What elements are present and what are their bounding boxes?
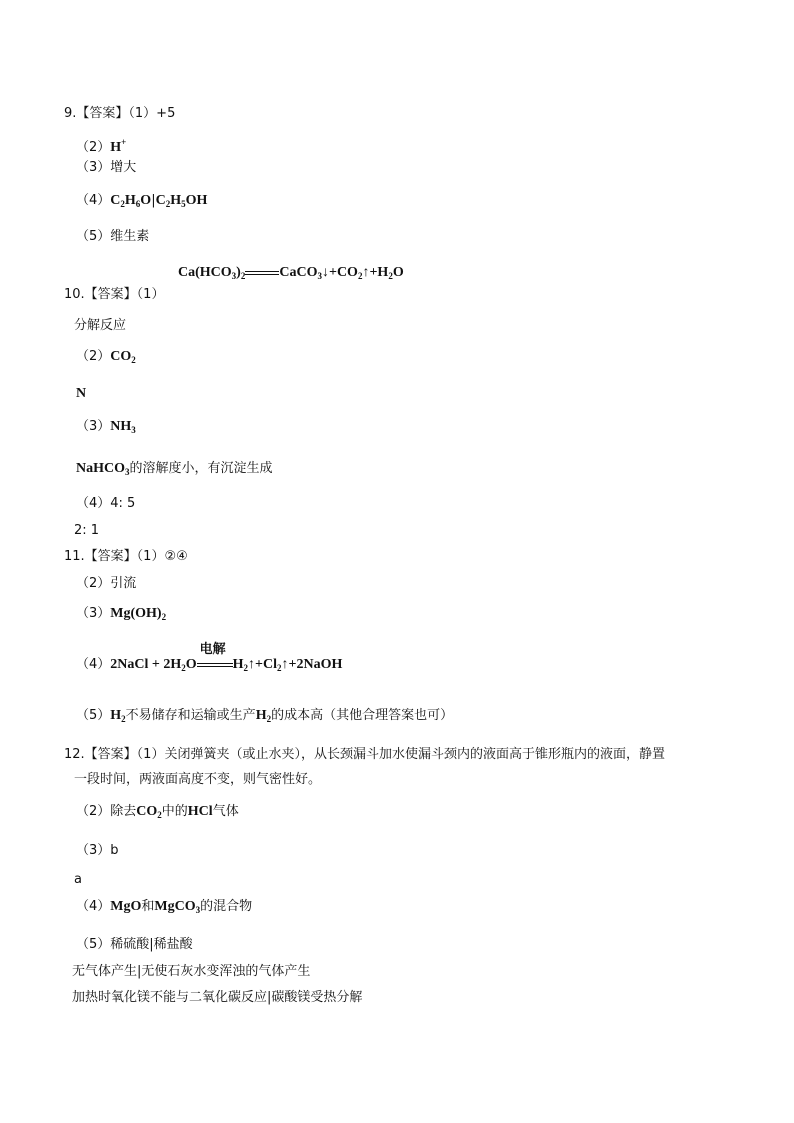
hydrogen-chloride-formula: HCl [187,804,213,819]
ethanol-molecular-formula: $C_2H_6O$ [110,193,152,209]
q12-part2-mid: 中的 [161,804,188,819]
q10-part2 [76,348,136,369]
q9-part2-label: （2） [76,140,111,155]
q11-part3-label: （3） [76,606,111,621]
magnesium-carbonate-formula: MgCO$_3$ [154,899,201,915]
ethanol-structural-formula: $C_2H_5OH$ [155,193,208,209]
q11-part5-text2: 的成本高（其他合理答案也可） [271,708,454,723]
q12-continuation: 一段时间，两液面高度不变，则气密性好。 [74,772,322,787]
q9-part4-label: （4） [76,193,111,208]
calcium-bicarbonate-equation: $Ca(HCO_3)_2$ $CaCO_3↓+CO_2↑+H_2O$ [178,265,404,282]
magnesium-oxide-formula: MgO [110,899,142,914]
q11-part5 [76,707,453,728]
q12-part4-label: （4） [76,899,111,914]
q12-part3: （3）b [76,843,119,858]
q9-part4-separator: | [151,193,156,208]
q11-part4-label: （4） [76,657,111,673]
q10-nitrogen: N [76,386,87,401]
q11-part5-label: （5） [76,708,111,723]
q9-part3: （3）增大 [76,160,137,175]
q12-part4-end: 的混合物 [200,899,253,914]
hydrogen-formula-2: $H_2$ [255,708,272,724]
q10-nahco3-line [76,460,273,481]
q11-part2: （2）引流 [76,576,137,591]
q12-part5: （5）稀硫酸|稀盐酸 [76,937,193,952]
q11-header: 11.【答案】（1）②④ [64,549,188,564]
q9-part4 [76,192,207,213]
q10-answer1: 分解反应 [74,318,127,333]
q12-line7: 加热时氧化镁不能与二氧化碳反应|碳酸镁受热分解 [72,990,363,1005]
q11-part5-text1: 不易储存和运输或生产 [125,708,256,723]
equation-equals-sign [245,264,279,282]
q12-part2-end: 气体 [212,804,239,819]
electrolysis-condition [197,641,233,674]
q10-header: 10.【答案】（1） [64,287,165,302]
hydrogen-formula: $H_2$ [110,708,126,724]
q10-part3-label: （3） [76,419,111,434]
q10-part3 [76,418,136,439]
q10-part2-label: （2） [76,349,111,364]
ammonia-formula: $NH_3$ [110,419,136,435]
hydrogen-ion-formula: H+ [110,137,127,155]
q12-line6: 无气体产生|无使石灰水变浑浊的气体产生 [72,964,311,979]
q12-part4-mid: 和 [141,899,155,914]
q11-part4-electrolysis [76,641,343,677]
q10-ratio: 2: 1 [74,523,100,538]
q9-part5: （5）维生素 [76,229,150,244]
sodium-bicarbonate-formula: NaHCO$_3$ [76,461,130,477]
q12-part2-label: （2）除去 [76,804,137,819]
electrolysis-equation: 2NaCl + $2H_2O$ 电解 $H_2↑+Cl_2↑+2NaOH$ [110,641,343,674]
q12-header: 12.【答案】（1）关闭弹簧夹（或止水夹），从长颈漏斗加水使漏斗颈内的液面高于锥形瓶内的液面，静置 [64,747,665,762]
q12-answer-a: a [74,872,82,887]
carbon-dioxide-formula: $CO_2$ [110,349,136,365]
q11-part3 [76,605,166,626]
q12-part2 [76,803,239,824]
magnesium-hydroxide-formula: $Mg(OH)_2$ [110,606,167,622]
q10-part4: （4）4: 5 [76,496,136,511]
q9-header: 9.【答案】（1）+5 [64,106,176,121]
electrolysis-label: 电解 [199,641,226,656]
q12-part4 [76,898,252,919]
q10-nahco3-text: 的溶解度小，有沉淀生成 [129,461,273,476]
q9-part2 [76,133,126,157]
carbon-dioxide-formula-2: $CO_2$ [136,804,162,820]
